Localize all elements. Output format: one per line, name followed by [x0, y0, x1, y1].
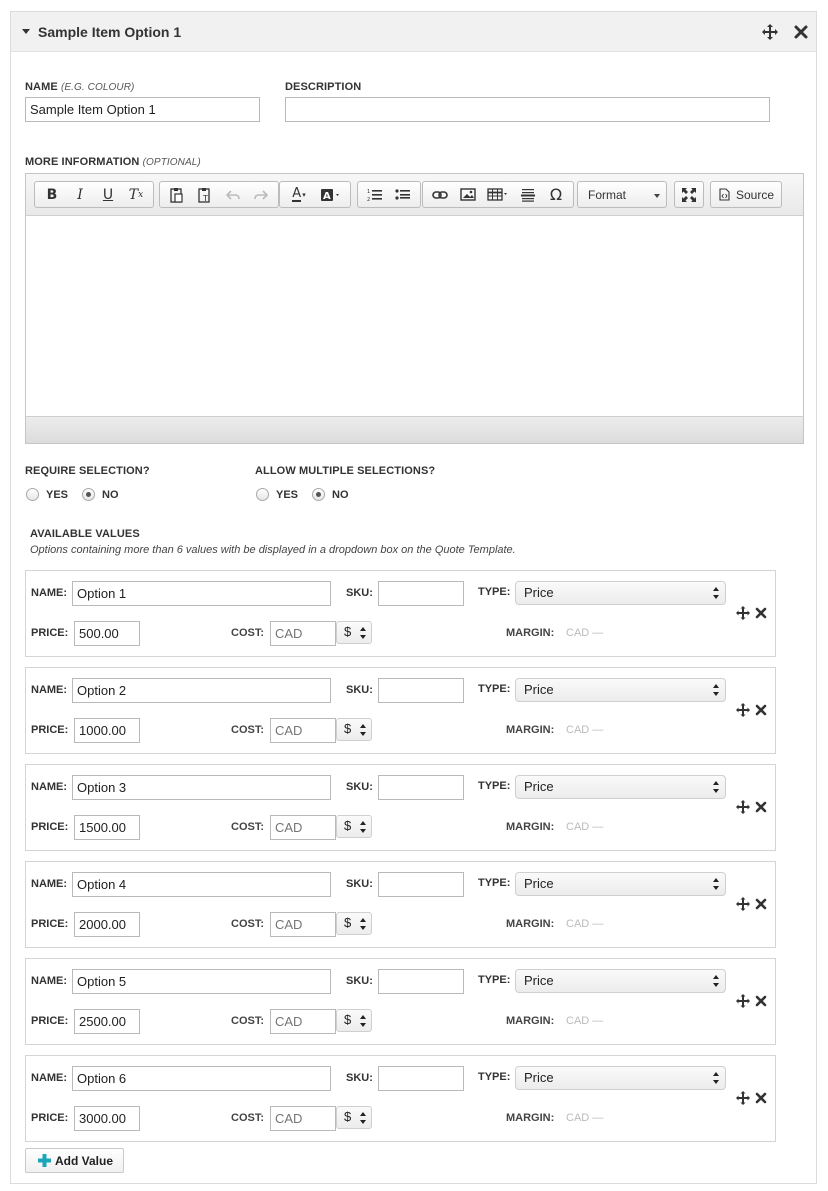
select-arrows-icon: [360, 627, 367, 639]
select-arrows-icon: [713, 1072, 720, 1084]
value-sku-input[interactable]: [378, 678, 464, 703]
value-cost-label: COST:: [231, 821, 264, 833]
value-margin-value: CAD —: [566, 918, 604, 930]
value-type-label: TYPE:: [478, 586, 511, 598]
select-arrows-icon: [360, 724, 367, 736]
select-arrows-icon: [360, 1015, 367, 1027]
value-margin-label: MARGIN:: [506, 627, 555, 639]
value-sku-label: SKU:: [346, 684, 373, 696]
undo-icon[interactable]: [219, 182, 247, 207]
value-price-label: PRICE:: [31, 724, 69, 736]
require-selection-no-radio[interactable]: [82, 488, 95, 501]
source-button[interactable]: [710, 181, 782, 208]
italic-icon[interactable]: I: [77, 186, 83, 203]
collapse-caret-icon[interactable]: [22, 29, 30, 34]
remove-icon[interactable]: [754, 800, 768, 814]
value-margin-value: CAD —: [566, 1015, 604, 1027]
option-panel: [10, 11, 817, 1184]
link-icon[interactable]: [426, 182, 454, 207]
value-currency-selected: $: [344, 915, 352, 930]
value-cost-input[interactable]: [270, 621, 336, 646]
maximize-icon: [681, 187, 697, 203]
editor-content-area[interactable]: [26, 216, 803, 416]
value-type-selected: Price: [524, 779, 554, 794]
special-char-icon[interactable]: Ω: [549, 185, 563, 204]
value-currency-select[interactable]: [336, 815, 372, 838]
value-margin-value: CAD —: [566, 724, 604, 736]
more-info-label: MORE INFORMATION (OPTIONAL): [25, 156, 201, 168]
value-cost-input[interactable]: [270, 815, 336, 840]
value-price-label: PRICE:: [31, 1015, 69, 1027]
value-name-label: NAME:: [31, 975, 68, 987]
value-type-selected: Price: [524, 876, 554, 891]
value-sku-input[interactable]: [378, 581, 464, 606]
value-margin-value: CAD —: [566, 627, 604, 639]
allow-multiple-yes-radio[interactable]: [256, 488, 269, 501]
plus-icon: [38, 1154, 51, 1167]
value-type-select[interactable]: [515, 872, 726, 896]
require-selection-yes-radio[interactable]: [26, 488, 39, 501]
value-type-selected: Price: [524, 585, 554, 600]
require-selection-no-label: NO: [102, 489, 119, 501]
available-values-label: AVAILABLE VALUES: [30, 528, 140, 540]
remove-icon[interactable]: [754, 606, 768, 620]
value-name-label: NAME:: [31, 684, 68, 696]
image-icon[interactable]: [454, 182, 482, 207]
value-margin-value: CAD —: [566, 821, 604, 833]
value-cost-input[interactable]: [270, 912, 336, 937]
numbered-list-icon[interactable]: [361, 182, 389, 207]
value-row: [25, 861, 776, 948]
value-margin-label: MARGIN:: [506, 724, 555, 736]
value-currency-select[interactable]: [336, 1009, 372, 1032]
value-currency-selected: $: [344, 721, 352, 736]
move-icon[interactable]: [736, 1091, 750, 1105]
allow-multiple-no-radio[interactable]: [312, 488, 325, 501]
lists-group: [357, 181, 421, 208]
value-sku-input[interactable]: [378, 872, 464, 897]
table-icon[interactable]: [482, 182, 514, 207]
insert-group: [422, 181, 574, 208]
value-type-selected: Price: [524, 1070, 554, 1085]
value-sku-label: SKU:: [346, 975, 373, 987]
bold-icon[interactable]: B: [46, 186, 58, 203]
value-name-label: NAME:: [31, 587, 68, 599]
value-type-selected: Price: [524, 682, 554, 697]
value-sku-label: SKU:: [346, 781, 373, 793]
select-arrows-icon: [360, 1112, 367, 1124]
paste-text-icon[interactable]: [191, 182, 219, 207]
value-sku-label: SKU:: [346, 1072, 373, 1084]
svg-text:A: A: [323, 190, 331, 202]
value-price-input[interactable]: [74, 912, 140, 937]
require-selection-label: REQUIRE SELECTION?: [25, 465, 150, 477]
value-sku-label: SKU:: [346, 587, 373, 599]
add-value-button[interactable]: [25, 1148, 124, 1173]
value-name-label: NAME:: [31, 878, 68, 890]
svg-text:2: 2: [367, 196, 371, 202]
format-arrow-icon: [654, 194, 660, 198]
name-label: NAME (E.G. COLOUR): [25, 81, 135, 93]
format-dropdown[interactable]: [577, 181, 667, 208]
editor-status-bar: [26, 416, 803, 443]
value-margin-value: CAD —: [566, 1112, 604, 1124]
allow-multiple-label: ALLOW MULTIPLE SELECTIONS?: [255, 465, 436, 477]
value-cost-label: COST:: [231, 1015, 264, 1027]
select-arrows-icon: [360, 918, 367, 930]
value-sku-input[interactable]: [378, 969, 464, 994]
move-icon[interactable]: [736, 703, 750, 717]
value-row: [25, 764, 776, 851]
value-cost-input[interactable]: [270, 718, 336, 743]
value-cost-label: COST:: [231, 724, 264, 736]
value-margin-label: MARGIN:: [506, 918, 555, 930]
select-arrows-icon: [713, 684, 720, 696]
redo-icon[interactable]: [247, 182, 275, 207]
editor-toolbar: [26, 174, 803, 216]
move-icon[interactable]: [736, 994, 750, 1008]
remove-format-icon[interactable]: T x: [128, 186, 144, 203]
remove-icon[interactable]: [754, 897, 768, 911]
allow-multiple-no-label: NO: [332, 489, 349, 501]
description-label: DESCRIPTION: [285, 81, 362, 93]
value-name-input[interactable]: [72, 775, 331, 800]
text-color-icon[interactable]: A ▾: [292, 185, 306, 201]
value-name-label: NAME:: [31, 781, 68, 793]
add-value-label: Add Value: [55, 1153, 114, 1168]
remove-icon[interactable]: [754, 1091, 768, 1105]
close-icon[interactable]: [792, 23, 810, 41]
allow-multiple-yes-label: YES: [276, 489, 299, 501]
source-label: Source: [736, 187, 775, 202]
value-row: [25, 667, 776, 754]
value-currency-selected: $: [344, 624, 352, 639]
value-type-label: TYPE:: [478, 877, 511, 889]
value-cost-label: COST:: [231, 918, 264, 930]
value-sku-label: SKU:: [346, 878, 373, 890]
rich-text-editor: [25, 173, 804, 444]
value-margin-label: MARGIN:: [506, 1015, 555, 1027]
value-cost-input[interactable]: [270, 1009, 336, 1034]
available-values-note: Options containing more than 6 values with be displayed in a dropdown box on the Quote Template.: [30, 544, 516, 556]
value-price-label: PRICE:: [31, 627, 69, 639]
value-row: [25, 570, 776, 657]
value-price-input[interactable]: [74, 718, 140, 743]
horizontal-rule-icon[interactable]: [514, 182, 542, 207]
paste-icon[interactable]: [163, 182, 191, 207]
value-row: [25, 1055, 776, 1142]
basic-styles-group: [34, 181, 154, 208]
panel-title: Sample Item Option 1: [38, 24, 182, 40]
value-price-label: PRICE:: [31, 821, 69, 833]
description-input[interactable]: [285, 97, 770, 122]
value-cost-label: COST:: [231, 627, 264, 639]
value-type-selected: Price: [524, 973, 554, 988]
move-icon[interactable]: [736, 897, 750, 911]
select-arrows-icon: [360, 821, 367, 833]
move-icon[interactable]: [736, 606, 750, 620]
value-cost-label: COST:: [231, 1112, 264, 1124]
move-icon[interactable]: [736, 800, 750, 814]
value-currency-select[interactable]: [336, 912, 372, 935]
source-icon: [719, 188, 730, 201]
value-currency-select[interactable]: [336, 1106, 372, 1129]
value-sku-input[interactable]: [378, 1066, 464, 1091]
select-arrows-icon: [713, 781, 720, 793]
format-label: Format: [588, 188, 627, 202]
value-sku-input[interactable]: [378, 775, 464, 800]
value-currency-selected: $: [344, 818, 352, 833]
remove-icon[interactable]: [754, 994, 768, 1008]
bulleted-list-icon[interactable]: [389, 182, 417, 207]
value-name-label: NAME:: [31, 1072, 68, 1084]
value-type-label: TYPE:: [478, 1071, 511, 1083]
value-margin-label: MARGIN:: [506, 821, 555, 833]
value-type-select[interactable]: [515, 581, 726, 605]
value-price-input[interactable]: [74, 815, 140, 840]
value-row: [25, 958, 776, 1045]
clipboard-group: [159, 181, 279, 208]
select-arrows-icon: [713, 878, 720, 890]
background-color-icon[interactable]: [315, 182, 347, 207]
select-arrows-icon: [713, 587, 720, 599]
value-price-input[interactable]: [74, 1009, 140, 1034]
value-name-input[interactable]: [72, 678, 331, 703]
value-type-label: TYPE:: [478, 780, 511, 792]
value-price-input[interactable]: [74, 1106, 140, 1131]
value-currency-select[interactable]: [336, 718, 372, 741]
remove-icon[interactable]: [754, 703, 768, 717]
svg-text:1: 1: [367, 188, 371, 195]
value-currency-select[interactable]: [336, 621, 372, 644]
value-name-input[interactable]: [72, 872, 331, 897]
value-type-label: TYPE:: [478, 683, 511, 695]
name-input[interactable]: [25, 97, 260, 122]
value-price-input[interactable]: [74, 621, 140, 646]
move-icon[interactable]: [761, 23, 779, 41]
value-cost-input[interactable]: [270, 1106, 336, 1131]
panel-header[interactable]: [11, 12, 816, 52]
underline-icon[interactable]: U: [102, 186, 114, 203]
value-margin-label: MARGIN:: [506, 1112, 555, 1124]
value-currency-selected: $: [344, 1109, 352, 1124]
value-price-label: PRICE:: [31, 1112, 69, 1124]
value-name-input[interactable]: [72, 1066, 331, 1091]
value-type-select[interactable]: [515, 678, 726, 702]
maximize-button[interactable]: [674, 181, 704, 208]
value-name-input[interactable]: [72, 581, 331, 606]
value-type-label: TYPE:: [478, 974, 511, 986]
value-type-select[interactable]: [515, 969, 726, 993]
colors-group: [279, 181, 351, 208]
value-currency-selected: $: [344, 1012, 352, 1027]
value-price-label: PRICE:: [31, 918, 69, 930]
require-selection-yes-label: YES: [46, 489, 69, 501]
value-name-input[interactable]: [72, 969, 331, 994]
svg-text:T: T: [203, 193, 208, 203]
value-type-select[interactable]: [515, 1066, 726, 1090]
select-arrows-icon: [713, 975, 720, 987]
value-type-select[interactable]: [515, 775, 726, 799]
